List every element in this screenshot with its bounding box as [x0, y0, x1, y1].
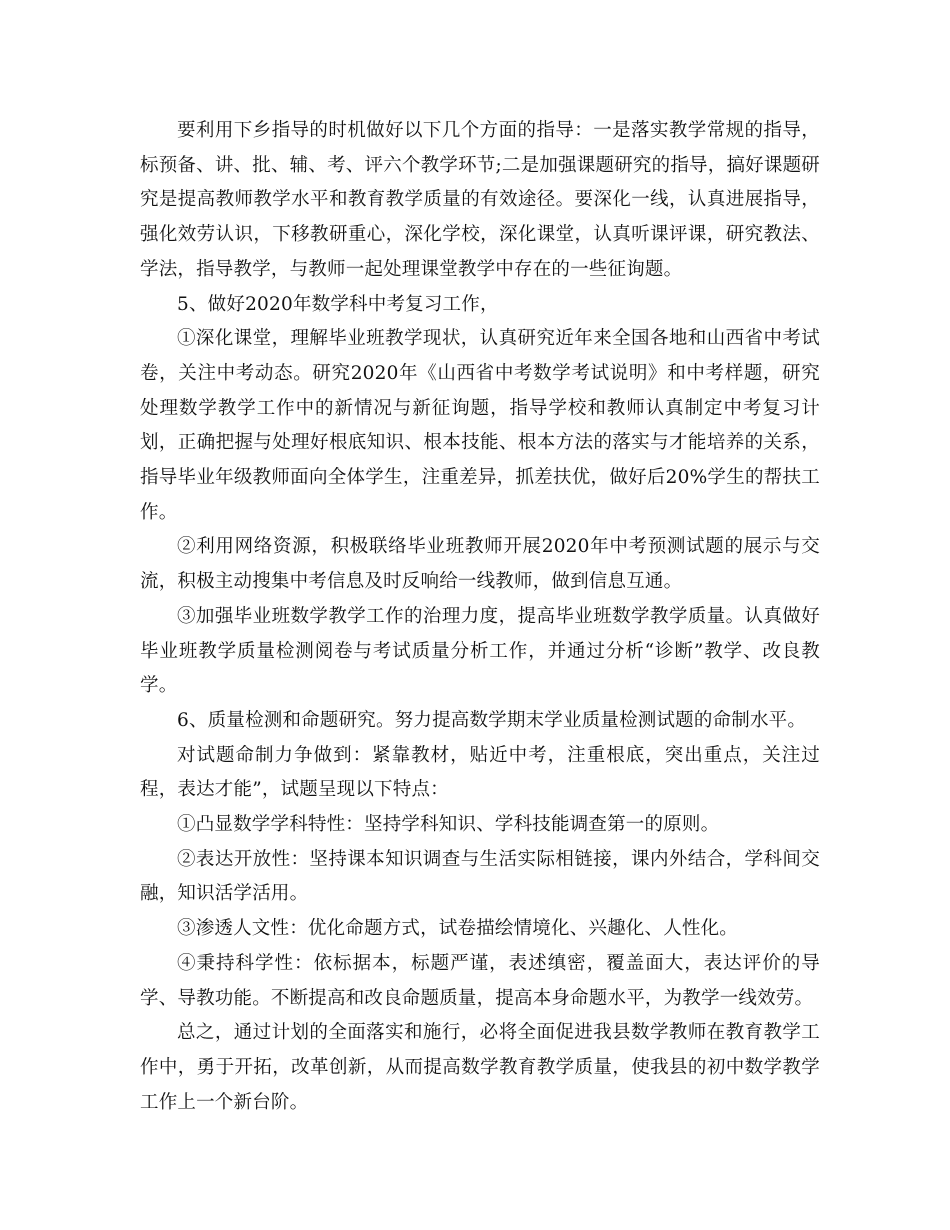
paragraph-item-2: ②利用网络资源，积极联络毕业班教师开展2020年中考预测试题的展示与交流，积极主动搜集中考信息及时反响给一线教师，做到信息互通。	[140, 536, 820, 593]
paragraph-feature-2: ②表达开放性：坚持课本知识调查与生活实际相链接，课内外结合，学科间交融，知识活学活用。	[140, 848, 820, 905]
document-body	[140, 114, 820, 1120]
paragraph-conclusion: 总之，通过计划的全面落实和施行，必将全面促进我县数学教师在教育教学工作中，勇于开拓，改革创新，从而提高数学教育教学质量，使我县的初中数学教学工作上一个新台阶。	[140, 1022, 820, 1113]
paragraph-item-1: ①深化课堂，理解毕业班教学现状，认真研究近年来全国各地和山西省中考试卷，关注中考动态。研究2020年《山西省中考数学考试说明》和中考样题，研究处理数学教学工作中的新情况与新征询题，指导学校和教师认真制定中考复习计划，正确把握与处理好根底知识、根本技能、根本方法的落实与才能培养的关系，指导毕业年级教师面向全体学生，注重差异，抓差扶优，做好后20%学生的帮扶工作。	[140, 328, 820, 523]
paragraph-heading-5: 5、做好2020年数学科中考复习工作，	[177, 293, 499, 315]
paragraph-guidance: 要利用下乡指导的时机做好以下几个方面的指导：一是落实教学常规的指导，标预备、讲、批、辅、考、评六个教学环节;二是加强课题研究的指导，搞好课题研究是提高教师教学水平和教育教学质量的有效途径。要深化一线，认真进展指导，强化效劳认识，下移教研重心，深化学校，深化课堂，认真听课评课，研究教法、学法，指导教学，与教师一起处理课堂教学中存在的一些征询题。	[140, 120, 820, 280]
paragraph-feature-3: ③渗透人文性：优化命题方式，试卷描绘情境化、兴趣化、人性化。	[177, 918, 739, 940]
paragraph-feature-1: ①凸显数学学科特性：坚持学科知识、学科技能调查第一的原则。	[177, 814, 720, 836]
paragraph-heading-6: 6、质量检测和命题研究。努力提高数学期末学业质量检测试题的命制水平。	[177, 709, 807, 731]
paragraph-requirements: 对试题命制力争做到：紧靠教材，贴近中考，注重根底，突出重点，关注过程，表达才能”，试题呈现以下特点：	[140, 744, 820, 801]
paragraph-item-3: ③加强毕业班数学教学工作的治理力度，提高毕业班数学教学质量。认真做好毕业班教学质量检测阅卷与考试质量分析工作，并通过分析“诊断”教学、改良教学。	[140, 605, 820, 697]
paragraph-feature-4: ④秉持科学性：依标据本，标题严谨，表述缜密，覆盖面大，表达评价的导学、导教功能。不断提高和改良命题质量，提高本身命题水平，为教学一线效劳。	[140, 952, 820, 1009]
